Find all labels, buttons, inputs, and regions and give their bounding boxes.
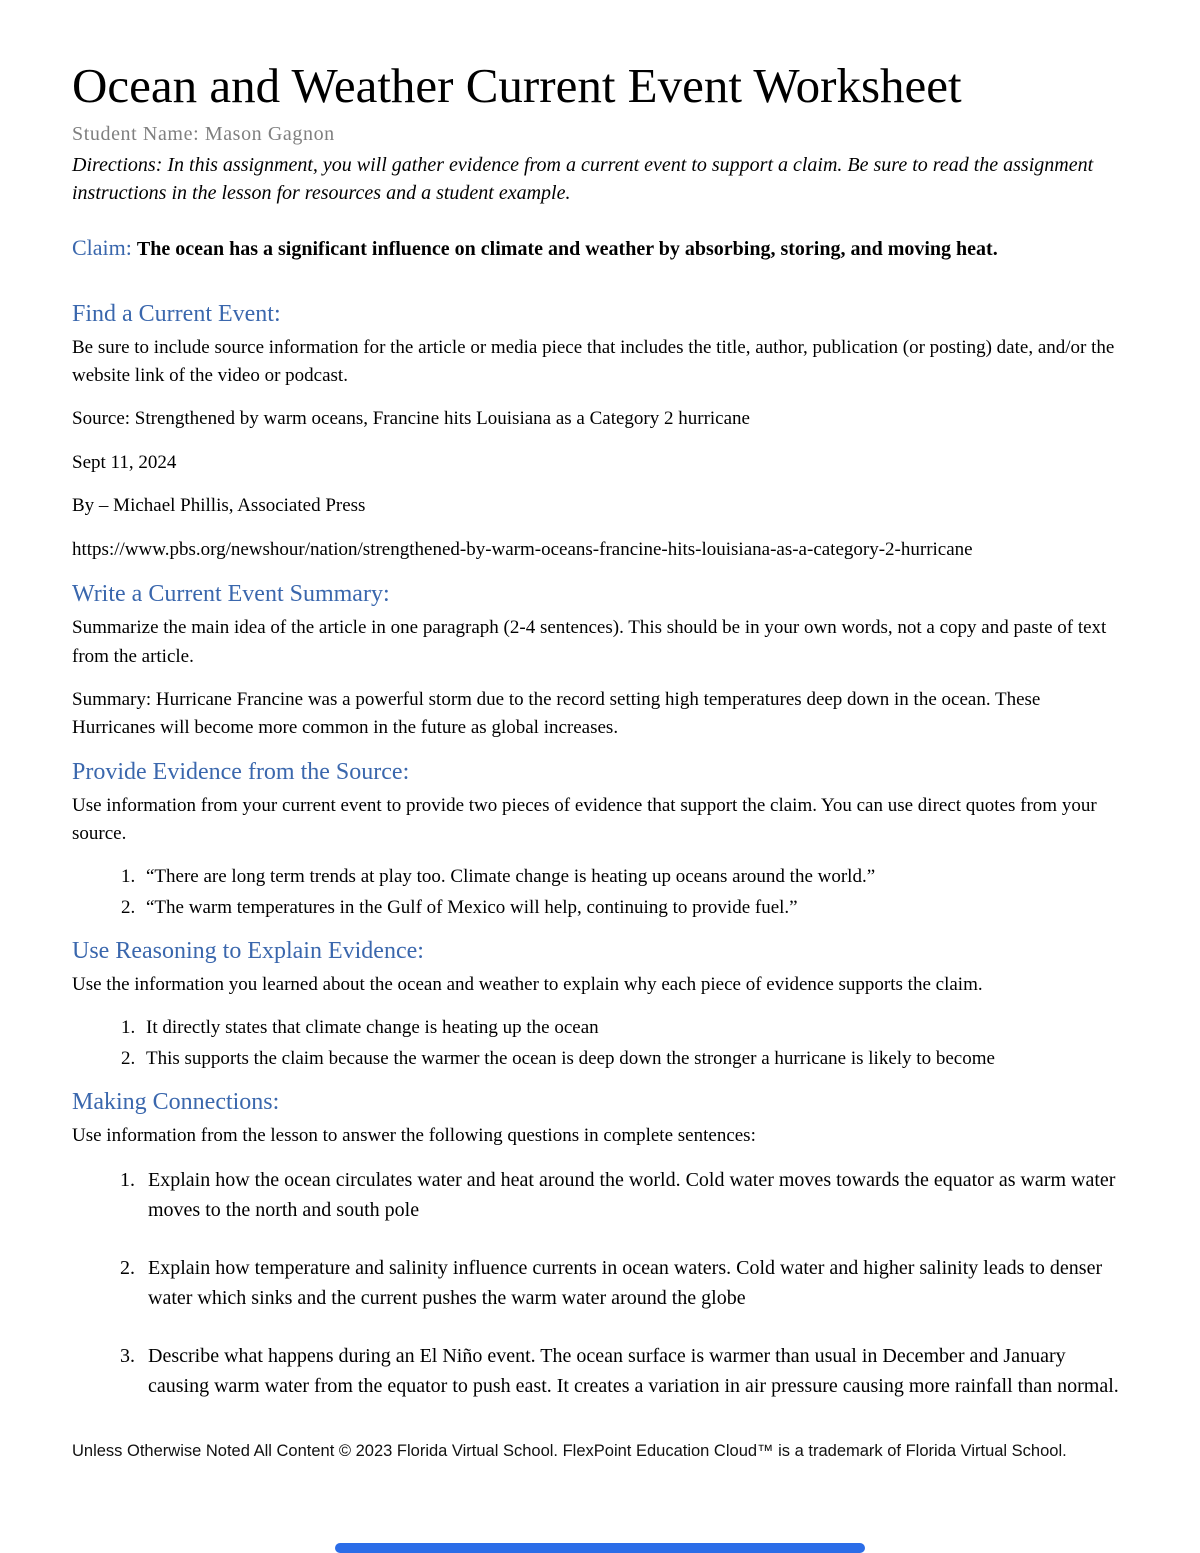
evidence-instructions: Use information from your current event to provide two pieces of evidence that support the claim. You can use direct quotes from your source. <box>72 794 1097 844</box>
connections-list <box>72 1165 1124 1401</box>
summary-answer: Summary: Hurricane Francine was a powerful storm due to the record setting high temperatures deep down in the ocean. These Hurricanes will become more common in the future as global increases. <box>72 688 1041 738</box>
summary-heading: Write a Current Event Summary: <box>72 581 390 608</box>
source-date-line: Sept 11, 2024 <box>72 451 177 473</box>
section-reasoning <box>72 936 1124 1073</box>
copyright-footer: Unless Otherwise Noted All Content © 2023 Florida Virtual School. FlexPoint Education Cloud™ is a trademark of Florida Virtual School. <box>72 1442 1067 1460</box>
section-summary <box>72 579 1124 741</box>
summary-instructions: Summarize the main idea of the article in one paragraph (2-4 sentences). This should be in your own words, not a copy and paste of text from the article. <box>72 617 1107 667</box>
connections-instructions: Use information from the lesson to answer the following questions in complete sentences: <box>72 1125 756 1147</box>
list-item: 1. Explain how the ocean circulates water and heat around the world. Cold water moves towards the equator as warm water moves to the north and south pole <box>140 1165 1124 1225</box>
find-event-heading: Find a Current Event: <box>72 301 281 327</box>
find-event-instructions: Be sure to include source information for the article or media piece that includes the title, author, publication (or posting) date, and/or the website link of the video or podcast. <box>72 337 1115 387</box>
student-name-line: Student Name: Mason Gagnon <box>72 122 335 145</box>
reasoning-heading: Use Reasoning to Explain Evidence: <box>72 938 424 965</box>
list-item: 2. This supports the claim because the warmer the ocean is deep down the stronger a hurricane is likely to become <box>140 1045 1124 1074</box>
section-find-current-event <box>72 299 1124 563</box>
bottom-accent-bar <box>335 1543 865 1553</box>
directions-text: Directions: In this assignment, you will gather evidence from a current event to support a claim. Be sure to read the assignment instructions in the lesson for resources and a student example. <box>72 153 1094 204</box>
list-item: 1. “There are long term trends at play too. Climate change is heating up oceans around the world.” <box>140 863 1124 892</box>
source-url[interactable]: https://www.pbs.org/newshour/nation/strengthened-by-warm-oceans-francine-hits-louisiana-as-a-category-2-hurricane <box>72 538 973 560</box>
list-item: 3. Describe what happens during an El Niño event. The ocean surface is warmer than usual in December and January causing warm water from the equator to push east. It creates a variation in air pressure causing more rainfall than normal. <box>140 1341 1124 1401</box>
reasoning-list <box>72 1014 1124 1073</box>
source-title-line: Source: Strengthened by warm oceans, Francine hits Louisiana as a Category 2 hurricane <box>72 408 750 430</box>
page-title: Ocean and Weather Current Event Worksheet <box>72 58 962 113</box>
evidence-list <box>72 863 1124 922</box>
source-byline: By – Michael Phillis, Associated Press <box>72 495 366 517</box>
section-making-connections <box>72 1087 1124 1401</box>
list-item: 1. It directly states that climate change is heating up the ocean <box>140 1014 1124 1043</box>
list-item: 2. Explain how temperature and salinity influence currents in ocean waters. Cold water and higher salinity leads to denser water which sinks and the current pushes the warm water around the globe <box>140 1253 1124 1313</box>
reasoning-instructions: Use the information you learned about the ocean and weather to explain why each piece of evidence supports the claim. <box>72 974 983 996</box>
claim-text: The ocean has a significant influence on climate and weather by absorbing, storing, and moving heat. <box>136 237 998 260</box>
claim-label: Claim: <box>72 234 132 260</box>
section-evidence <box>72 757 1124 922</box>
evidence-heading: Provide Evidence from the Source: <box>72 758 410 785</box>
connections-heading: Making Connections: <box>72 1089 280 1116</box>
list-item: 2. “The warm temperatures in the Gulf of Mexico will help, continuing to provide fuel.” <box>140 894 1124 923</box>
claim-paragraph <box>72 231 1124 265</box>
